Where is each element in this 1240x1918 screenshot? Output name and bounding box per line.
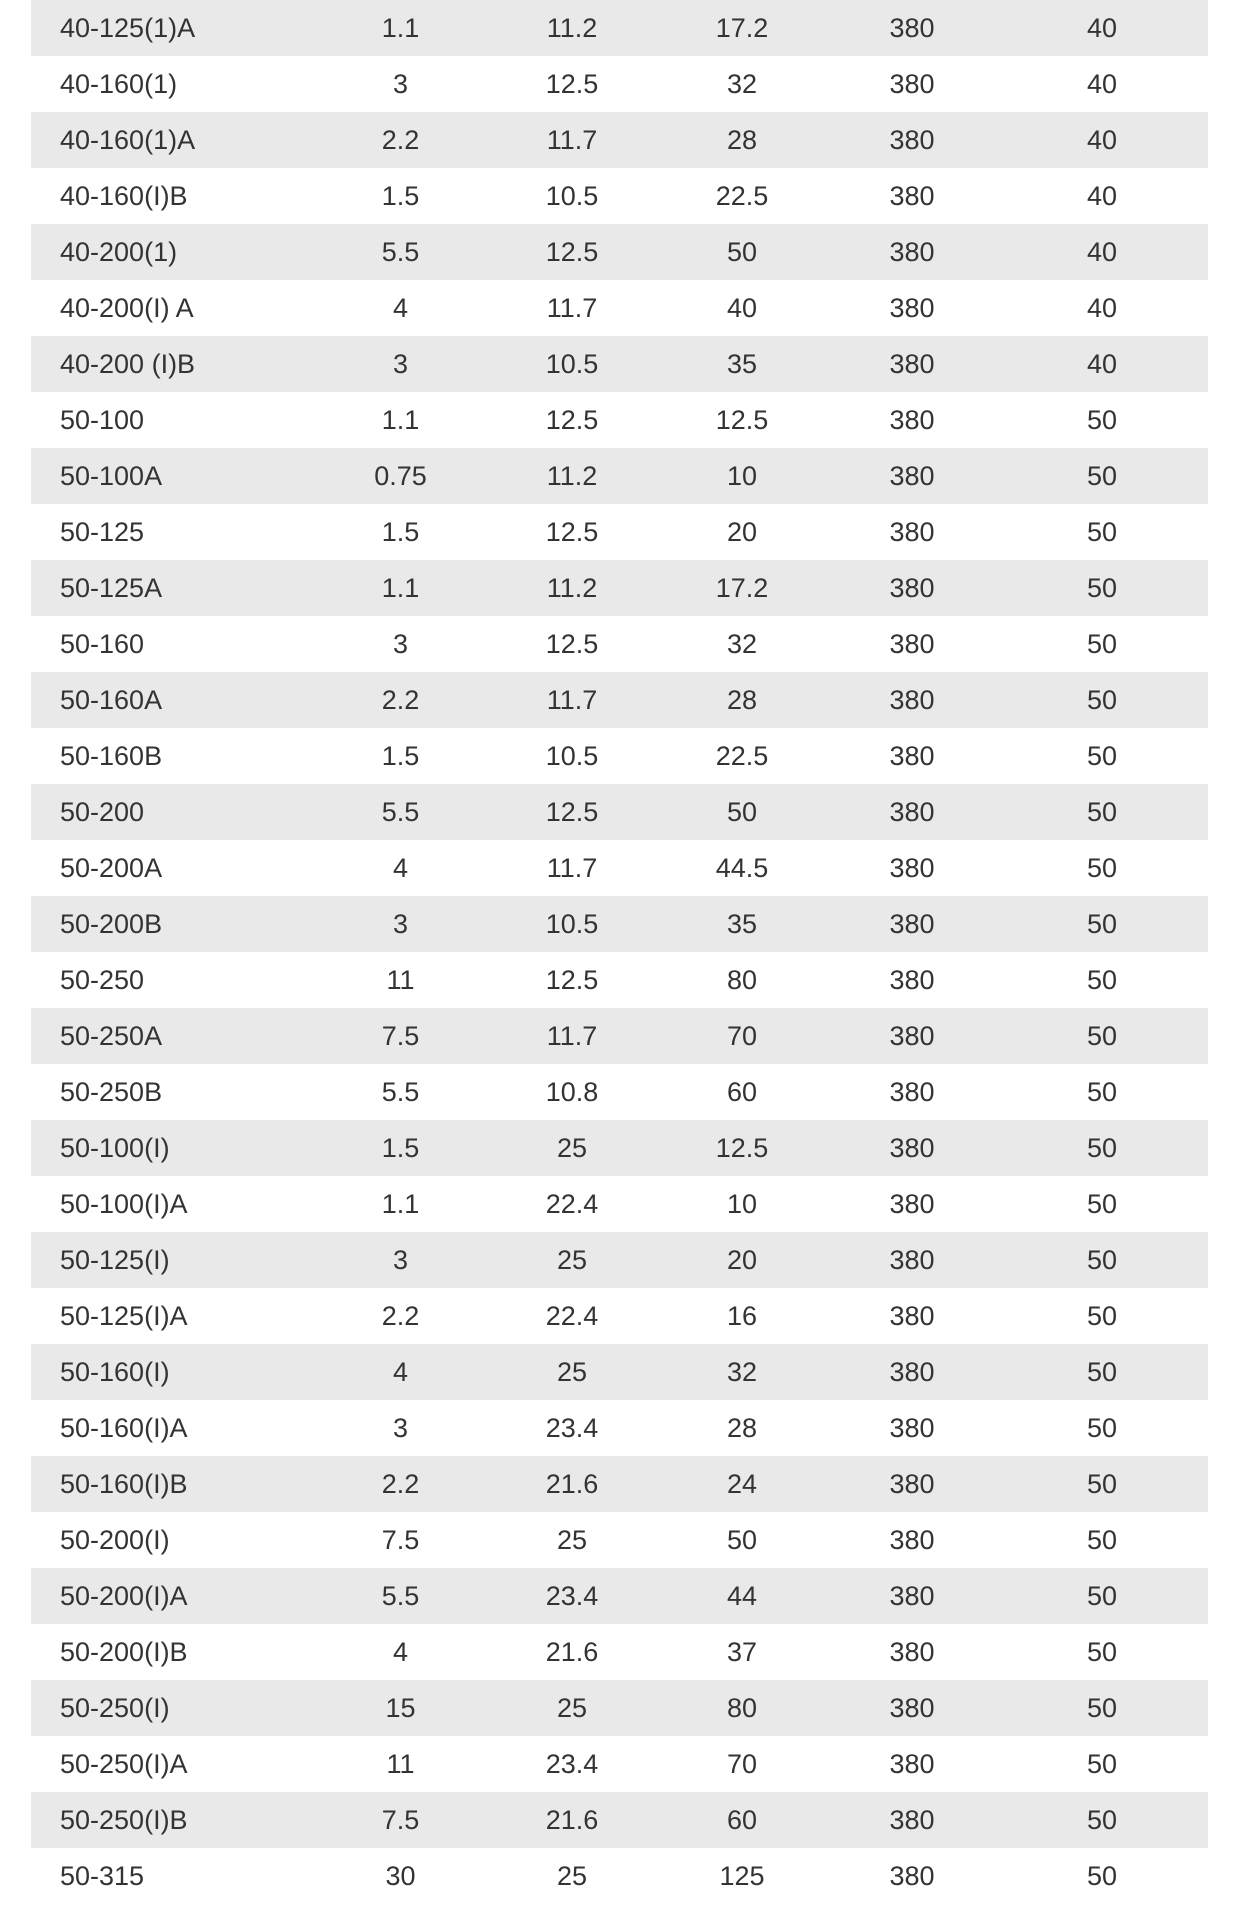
cell-power: 1.1 bbox=[381, 13, 420, 43]
table-row bbox=[31, 672, 1208, 728]
table-row bbox=[31, 1456, 1208, 1512]
cell-flow: 125 bbox=[719, 1861, 765, 1891]
cell-flow: 40 bbox=[726, 293, 758, 323]
cell-model: 40-160(I)B bbox=[60, 181, 188, 211]
cell-voltage: 380 bbox=[889, 517, 935, 547]
cell-flow: 22.5 bbox=[715, 181, 769, 211]
cell-head: 12.5 bbox=[545, 965, 599, 995]
cell-model: 40-200(I) A bbox=[60, 293, 194, 323]
cell-head: 10.5 bbox=[545, 909, 599, 939]
cell-power: 4 bbox=[392, 293, 409, 323]
cell-head: 23.4 bbox=[545, 1581, 599, 1611]
cell-diameter: 50 bbox=[1086, 1637, 1118, 1667]
cell-head: 21.6 bbox=[545, 1469, 599, 1499]
cell-power: 7.5 bbox=[381, 1805, 420, 1835]
cell-power: 1.1 bbox=[381, 573, 420, 603]
cell-head: 11.2 bbox=[546, 461, 598, 491]
cell-model: 50-125A bbox=[60, 573, 163, 603]
cell-model: 50-125(I) bbox=[60, 1245, 170, 1275]
cell-power: 1.5 bbox=[381, 181, 420, 211]
cell-voltage: 380 bbox=[889, 69, 935, 99]
cell-voltage: 380 bbox=[889, 1301, 935, 1331]
cell-flow: 24 bbox=[726, 1469, 758, 1499]
cell-flow: 22.5 bbox=[715, 741, 769, 771]
cell-voltage: 380 bbox=[889, 461, 935, 491]
cell-flow: 10 bbox=[726, 461, 758, 491]
cell-flow: 20 bbox=[726, 1245, 758, 1275]
cell-head: 12.5 bbox=[545, 797, 599, 827]
cell-diameter: 40 bbox=[1086, 125, 1118, 155]
cell-flow: 12.5 bbox=[715, 405, 769, 435]
cell-voltage: 380 bbox=[889, 685, 935, 715]
cell-voltage: 380 bbox=[889, 181, 935, 211]
cell-power: 2.2 bbox=[381, 125, 420, 155]
table-row bbox=[31, 896, 1208, 952]
cell-voltage: 380 bbox=[889, 1077, 935, 1107]
cell-voltage: 380 bbox=[889, 1749, 935, 1779]
cell-flow: 80 bbox=[726, 965, 758, 995]
cell-diameter: 50 bbox=[1086, 1021, 1118, 1051]
cell-diameter: 40 bbox=[1086, 349, 1118, 379]
cell-head: 23.4 bbox=[545, 1749, 599, 1779]
cell-model: 40-125(1)A bbox=[60, 13, 196, 43]
cell-voltage: 380 bbox=[889, 13, 935, 43]
cell-diameter: 40 bbox=[1086, 293, 1118, 323]
cell-model: 50-250(I)A bbox=[60, 1749, 188, 1779]
cell-flow: 35 bbox=[726, 349, 758, 379]
cell-voltage: 380 bbox=[889, 1693, 935, 1723]
cell-head: 11.7 bbox=[546, 293, 598, 323]
cell-voltage: 380 bbox=[889, 1525, 935, 1555]
cell-power: 4 bbox=[392, 1357, 409, 1387]
cell-head: 23.4 bbox=[545, 1413, 599, 1443]
cell-power: 5.5 bbox=[381, 797, 420, 827]
cell-flow: 32 bbox=[726, 629, 758, 659]
table-row bbox=[31, 1400, 1208, 1456]
cell-flow: 70 bbox=[726, 1021, 758, 1051]
cell-head: 11.2 bbox=[546, 13, 598, 43]
cell-model: 50-100(I) bbox=[60, 1133, 170, 1163]
cell-flow: 35 bbox=[726, 909, 758, 939]
cell-head: 11.7 bbox=[546, 1021, 598, 1051]
cell-flow: 32 bbox=[726, 1357, 758, 1387]
table-row bbox=[31, 336, 1208, 392]
cell-diameter: 50 bbox=[1086, 741, 1118, 771]
cell-diameter: 50 bbox=[1086, 1301, 1118, 1331]
cell-power: 1.5 bbox=[381, 741, 420, 771]
cell-flow: 50 bbox=[726, 797, 758, 827]
table-row bbox=[31, 1008, 1208, 1064]
table-row bbox=[31, 392, 1208, 448]
cell-diameter: 50 bbox=[1086, 909, 1118, 939]
cell-power: 4 bbox=[392, 853, 409, 883]
cell-model: 50-250 bbox=[60, 965, 145, 995]
cell-diameter: 50 bbox=[1086, 1693, 1118, 1723]
cell-power: 1.5 bbox=[381, 517, 420, 547]
cell-power: 11 bbox=[386, 965, 415, 995]
cell-power: 5.5 bbox=[381, 1581, 420, 1611]
cell-head: 12.5 bbox=[545, 629, 599, 659]
cell-diameter: 40 bbox=[1086, 13, 1118, 43]
cell-diameter: 50 bbox=[1086, 1525, 1118, 1555]
cell-power: 0.75 bbox=[374, 461, 427, 491]
cell-diameter: 50 bbox=[1086, 685, 1118, 715]
cell-head: 25 bbox=[556, 1861, 588, 1891]
cell-voltage: 380 bbox=[889, 1637, 935, 1667]
cell-model: 50-160(I)B bbox=[60, 1469, 188, 1499]
cell-power: 1.1 bbox=[381, 405, 420, 435]
cell-head: 12.5 bbox=[545, 69, 599, 99]
cell-flow: 28 bbox=[726, 125, 758, 155]
cell-head: 12.5 bbox=[545, 405, 599, 435]
cell-voltage: 380 bbox=[889, 629, 935, 659]
cell-power: 1.5 bbox=[381, 1133, 420, 1163]
cell-power: 2.2 bbox=[381, 1301, 420, 1331]
cell-head: 22.4 bbox=[545, 1189, 599, 1219]
cell-head: 10.5 bbox=[545, 349, 599, 379]
cell-flow: 16 bbox=[726, 1301, 758, 1331]
cell-model: 50-250(I) bbox=[60, 1693, 170, 1723]
cell-head: 22.4 bbox=[545, 1301, 599, 1331]
cell-power: 30 bbox=[385, 1861, 416, 1891]
cell-voltage: 380 bbox=[889, 1805, 935, 1835]
cell-head: 11.2 bbox=[546, 573, 598, 603]
table-row bbox=[31, 224, 1208, 280]
table-row bbox=[31, 1064, 1208, 1120]
cell-voltage: 380 bbox=[889, 1245, 935, 1275]
cell-model: 50-200(I)B bbox=[60, 1637, 188, 1667]
cell-model: 50-200B bbox=[60, 909, 163, 939]
cell-head: 11.7 bbox=[546, 853, 598, 883]
cell-head: 25 bbox=[556, 1357, 588, 1387]
cell-flow: 50 bbox=[726, 1525, 758, 1555]
cell-flow: 37 bbox=[726, 1637, 758, 1667]
cell-voltage: 380 bbox=[889, 909, 935, 939]
cell-diameter: 50 bbox=[1086, 629, 1118, 659]
spec-table-body bbox=[31, 0, 1208, 1904]
cell-model: 50-250(I)B bbox=[60, 1805, 188, 1835]
table-row bbox=[31, 280, 1208, 336]
cell-power: 2.2 bbox=[381, 685, 420, 715]
table-row bbox=[31, 728, 1208, 784]
cell-voltage: 380 bbox=[889, 125, 935, 155]
table-row bbox=[31, 1512, 1208, 1568]
cell-model: 40-200(1) bbox=[60, 237, 178, 267]
cell-diameter: 40 bbox=[1086, 237, 1118, 267]
cell-flow: 28 bbox=[726, 1413, 758, 1443]
cell-model: 50-160A bbox=[60, 685, 163, 715]
cell-diameter: 50 bbox=[1086, 1133, 1118, 1163]
cell-head: 10.5 bbox=[545, 181, 599, 211]
cell-power: 7.5 bbox=[381, 1525, 420, 1555]
cell-model: 50-250A bbox=[60, 1021, 163, 1051]
table-row bbox=[31, 1792, 1208, 1848]
cell-diameter: 50 bbox=[1086, 1469, 1118, 1499]
cell-head: 10.5 bbox=[545, 741, 599, 771]
cell-diameter: 50 bbox=[1086, 1805, 1118, 1835]
cell-model: 40-160(1)A bbox=[60, 125, 196, 155]
cell-voltage: 380 bbox=[889, 1021, 935, 1051]
cell-diameter: 50 bbox=[1086, 1077, 1118, 1107]
cell-flow: 70 bbox=[726, 1749, 758, 1779]
table-row bbox=[31, 168, 1208, 224]
cell-diameter: 40 bbox=[1086, 181, 1118, 211]
cell-diameter: 40 bbox=[1086, 69, 1118, 99]
cell-voltage: 380 bbox=[889, 1581, 935, 1611]
table-row bbox=[31, 616, 1208, 672]
cell-power: 3 bbox=[392, 1413, 409, 1443]
cell-diameter: 50 bbox=[1086, 461, 1118, 491]
table-row bbox=[31, 56, 1208, 112]
cell-model: 50-200 bbox=[60, 797, 145, 827]
cell-flow: 28 bbox=[726, 685, 758, 715]
table-row bbox=[31, 1344, 1208, 1400]
cell-diameter: 50 bbox=[1086, 1245, 1118, 1275]
cell-diameter: 50 bbox=[1086, 797, 1118, 827]
cell-head: 25 bbox=[556, 1525, 588, 1555]
table-row bbox=[31, 784, 1208, 840]
cell-diameter: 50 bbox=[1086, 853, 1118, 883]
cell-head: 25 bbox=[556, 1693, 588, 1723]
cell-power: 15 bbox=[385, 1693, 416, 1723]
cell-diameter: 50 bbox=[1086, 517, 1118, 547]
cell-diameter: 50 bbox=[1086, 1581, 1118, 1611]
cell-flow: 17.2 bbox=[715, 13, 769, 43]
table-row bbox=[31, 1176, 1208, 1232]
table-row bbox=[31, 1568, 1208, 1624]
table-row bbox=[31, 1848, 1208, 1904]
cell-model: 40-200 (I)B bbox=[60, 349, 196, 379]
cell-diameter: 50 bbox=[1086, 405, 1118, 435]
cell-voltage: 380 bbox=[889, 1357, 935, 1387]
cell-model: 50-200(I)A bbox=[60, 1581, 188, 1611]
cell-diameter: 50 bbox=[1086, 965, 1118, 995]
pump-spec-table bbox=[31, 0, 1208, 1904]
cell-flow: 32 bbox=[726, 69, 758, 99]
cell-model: 50-160B bbox=[60, 741, 163, 771]
cell-model: 50-125 bbox=[60, 517, 145, 547]
table-row bbox=[31, 560, 1208, 616]
cell-voltage: 380 bbox=[889, 1861, 935, 1891]
cell-flow: 17.2 bbox=[715, 573, 769, 603]
cell-head: 11.7 bbox=[546, 685, 598, 715]
cell-head: 21.6 bbox=[545, 1805, 599, 1835]
cell-power: 1.1 bbox=[381, 1189, 420, 1219]
cell-power: 7.5 bbox=[381, 1021, 420, 1051]
cell-flow: 20 bbox=[726, 517, 758, 547]
cell-power: 2.2 bbox=[381, 1469, 420, 1499]
cell-voltage: 380 bbox=[889, 1189, 935, 1219]
cell-model: 50-100(I)A bbox=[60, 1189, 188, 1219]
cell-power: 4 bbox=[392, 1637, 409, 1667]
table-row bbox=[31, 1232, 1208, 1288]
cell-flow: 80 bbox=[726, 1693, 758, 1723]
table-row bbox=[31, 112, 1208, 168]
cell-diameter: 50 bbox=[1086, 1749, 1118, 1779]
table-row bbox=[31, 1624, 1208, 1680]
cell-power: 5.5 bbox=[381, 1077, 420, 1107]
cell-voltage: 380 bbox=[889, 237, 935, 267]
table-row bbox=[31, 840, 1208, 896]
cell-head: 25 bbox=[556, 1245, 588, 1275]
cell-voltage: 380 bbox=[889, 741, 935, 771]
cell-diameter: 50 bbox=[1086, 1861, 1118, 1891]
cell-voltage: 380 bbox=[889, 1469, 935, 1499]
cell-head: 12.5 bbox=[545, 237, 599, 267]
cell-diameter: 50 bbox=[1086, 1189, 1118, 1219]
cell-flow: 60 bbox=[726, 1077, 758, 1107]
cell-voltage: 380 bbox=[889, 349, 935, 379]
cell-model: 50-200A bbox=[60, 853, 163, 883]
cell-flow: 50 bbox=[726, 237, 758, 267]
cell-power: 3 bbox=[392, 629, 409, 659]
cell-model: 50-125(I)A bbox=[60, 1301, 188, 1331]
cell-diameter: 50 bbox=[1086, 1413, 1118, 1443]
cell-head: 25 bbox=[556, 1133, 588, 1163]
cell-flow: 10 bbox=[726, 1189, 758, 1219]
table-row bbox=[31, 504, 1208, 560]
cell-model: 50-160(I) bbox=[60, 1357, 170, 1387]
cell-power: 3 bbox=[392, 69, 409, 99]
cell-model: 40-160(1) bbox=[60, 69, 178, 99]
cell-voltage: 380 bbox=[889, 405, 935, 435]
cell-model: 50-200(I) bbox=[60, 1525, 170, 1555]
cell-voltage: 380 bbox=[889, 965, 935, 995]
cell-head: 21.6 bbox=[545, 1637, 599, 1667]
table-row bbox=[31, 448, 1208, 504]
table-row bbox=[31, 1680, 1208, 1736]
cell-power: 3 bbox=[392, 1245, 409, 1275]
cell-power: 5.5 bbox=[381, 237, 420, 267]
cell-head: 11.7 bbox=[546, 125, 598, 155]
cell-voltage: 380 bbox=[889, 797, 935, 827]
cell-model: 50-315 bbox=[60, 1861, 145, 1891]
cell-model: 50-160(I)A bbox=[60, 1413, 188, 1443]
table-row bbox=[31, 952, 1208, 1008]
cell-diameter: 50 bbox=[1086, 1357, 1118, 1387]
cell-flow: 60 bbox=[726, 1805, 758, 1835]
cell-model: 50-250B bbox=[60, 1077, 163, 1107]
cell-head: 12.5 bbox=[545, 517, 599, 547]
cell-head: 10.8 bbox=[545, 1077, 599, 1107]
cell-power: 11 bbox=[386, 1749, 415, 1779]
cell-voltage: 380 bbox=[889, 293, 935, 323]
cell-model: 50-100A bbox=[60, 461, 163, 491]
cell-voltage: 380 bbox=[889, 1413, 935, 1443]
table-row bbox=[31, 1288, 1208, 1344]
cell-flow: 12.5 bbox=[715, 1133, 769, 1163]
cell-flow: 44 bbox=[726, 1581, 758, 1611]
table-row bbox=[31, 1120, 1208, 1176]
cell-voltage: 380 bbox=[889, 573, 935, 603]
table-row bbox=[31, 0, 1208, 56]
cell-power: 3 bbox=[392, 349, 409, 379]
cell-model: 50-100 bbox=[60, 405, 145, 435]
table-row bbox=[31, 1736, 1208, 1792]
cell-voltage: 380 bbox=[889, 853, 935, 883]
cell-flow: 44.5 bbox=[715, 853, 769, 883]
cell-model: 50-160 bbox=[60, 629, 145, 659]
cell-voltage: 380 bbox=[889, 1133, 935, 1163]
cell-power: 3 bbox=[392, 909, 409, 939]
cell-diameter: 50 bbox=[1086, 573, 1118, 603]
